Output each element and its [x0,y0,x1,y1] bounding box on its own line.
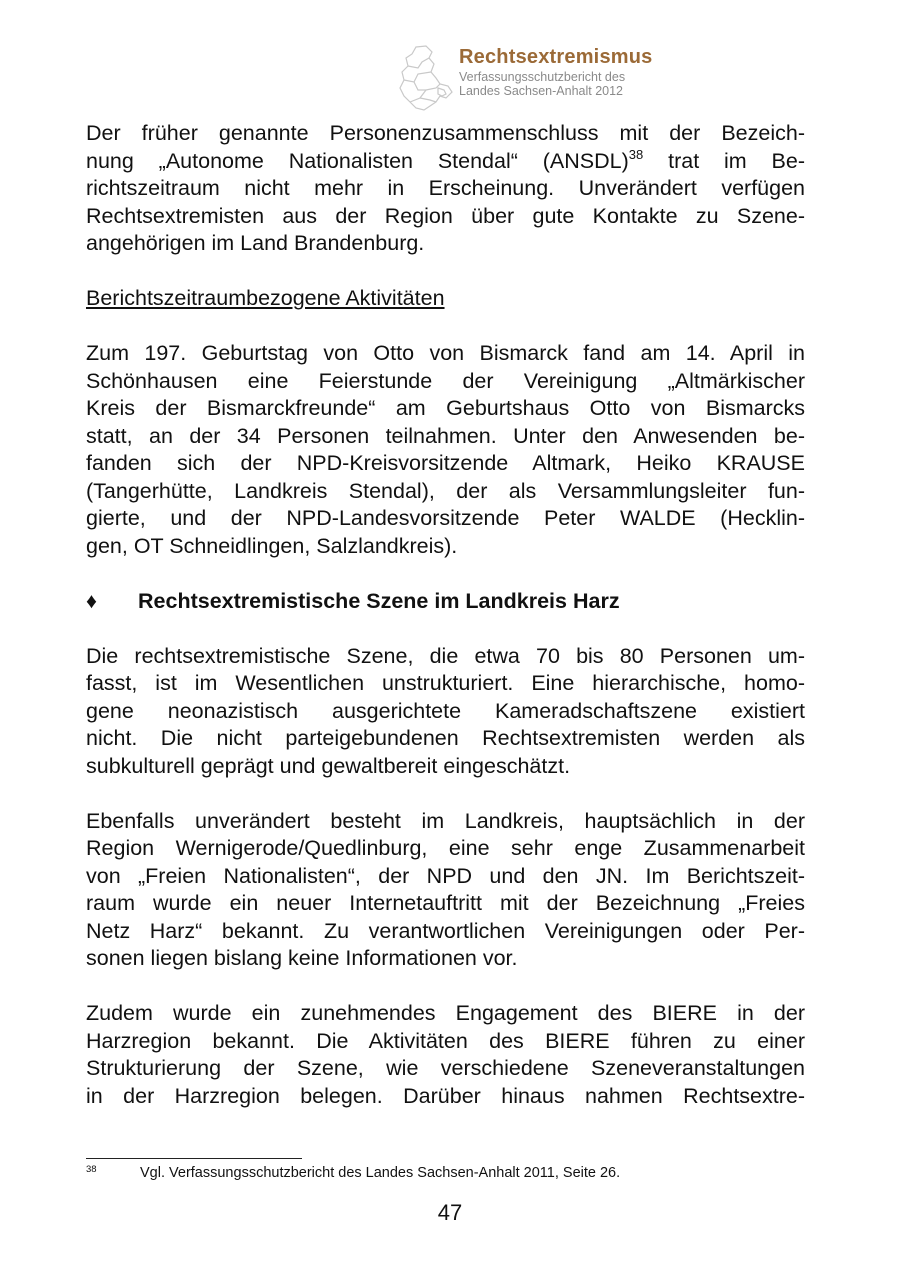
subheading-activities [86,285,805,313]
text-line: Schönhausen eine Feierstunde der Vereinigung „Altmärkischer [86,368,805,393]
text-line: fanden sich der NPD-Kreisvorsitzende Altmark, Heiko KRAUSE [86,451,805,475]
subheading: Berichtszeitraumbezogene Aktivitäten [86,286,445,310]
saxony-anhalt-map-icon [396,44,458,114]
text-line: Die rechtsextremistische Szene, die etwa 70 bis 80 Personen um- [86,643,805,668]
footnote-divider [86,1158,302,1159]
text-line: Netz Harz“ bekannt. Zu verantwortlichen Vereinigungen oder Per- [86,918,805,943]
paragraph-cooperation [86,808,805,973]
text-line: Zudem wurde ein zunehmendes Engagement des BIERE in der [86,1001,805,1025]
header-title: Rechtsextremismus [459,46,653,68]
paragraph-bismarck [86,340,805,560]
text-line: Region Wernigerode/Quedlinburg, eine sehr enge Zusammenarbeit [86,836,805,860]
text-line: gene neonazistisch ausgerichtete Kameradschaftszene existiert [86,698,805,723]
text-line: subkulturell geprägt und gewaltbereit eingeschätzt. [86,753,571,778]
section-title: Rechtsextremistische Szene im Landkreis Harz [138,588,620,613]
text-line: statt, an der 34 Personen teilnahmen. Unter den Anwesenden be- [86,423,805,448]
text-line [86,148,805,176]
text-line: Der früher genannte Personenzusammenschluss mit der Bezeich- [86,121,805,145]
text-line: raum wurde ein neuer Internetauftritt mit der Bezeichnung „Freies [86,891,805,915]
text-segment: nung „Autonome Nationalisten Stendal“ (ANSDL) [86,148,629,173]
document-body [86,120,805,1138]
footnote-number: 38 [86,1164,97,1175]
diamond-bullet-icon: ♦ [86,588,97,613]
footnote-ref[interactable]: 38 [628,146,644,162]
text-line: gierte, und der NPD-Landesvorsitzende Peter WALDE (Hecklin- [86,506,805,530]
text-line: Kreis der Bismarckfreunde“ am Geburtshaus Otto von Bismarcks [86,396,805,420]
text-line: fasst, ist im Wesentlichen unstrukturiert. Eine hierarchische, homo- [86,671,805,695]
section-heading-harz [86,588,805,616]
header-subtitle-2: Landes Sachsen-Anhalt 2012 [459,84,624,98]
text-line: Harzregion bekannt. Die Aktivitäten des BIERE führen zu einer [86,1028,805,1053]
text-line: angehörigen im Land Brandenburg. [86,231,425,255]
header-subtitle-1: Verfassungsschutzbericht des [459,70,626,84]
page-number: 47 [437,1200,463,1225]
text-line: Ebenfalls unverändert besteht im Landkreis, hauptsächlich in der [86,808,805,833]
text-line: Zum 197. Geburtstag von Otto von Bismarck fand am 14. April in [86,341,805,365]
footnote-text: Vgl. Verfassungsschutzbericht des Landes Sachsen-Anhalt 2011, Seite 26. [140,1165,621,1181]
text-line: gen, OT Schneidlingen, Salzlandkreis). [86,533,458,558]
paragraph-ansdl [86,120,805,258]
text-line: von „Freien Nationalisten“, der NPD und den JN. Im Berichtszeit- [86,863,805,888]
text-line: Strukturierung der Szene, wie verschiedene Szeneveranstaltungen [86,1056,805,1080]
text-line: sonen liegen bislang keine Informationen vor. [86,946,518,970]
page-header [396,44,676,114]
text-line: nicht. Die nicht parteigebundenen Rechtsextremisten werden als [86,726,805,750]
paragraph-harz-scene [86,643,805,781]
text-line: (Tangerhütte, Landkreis Stendal), der als Versammlungsleiter fun- [86,478,805,503]
paragraph-biere [86,1000,805,1110]
text-line: richtszeitraum nicht mehr in Erscheinung. Unverändert verfügen [86,176,805,200]
text-segment: trat im Be- [668,148,806,173]
text-line: Rechtsextremisten aus der Region über gute Kontakte zu Szene- [86,203,805,228]
text-line: in der Harzregion belegen. Darüber hinaus nahmen Rechtsextre- [86,1083,805,1108]
